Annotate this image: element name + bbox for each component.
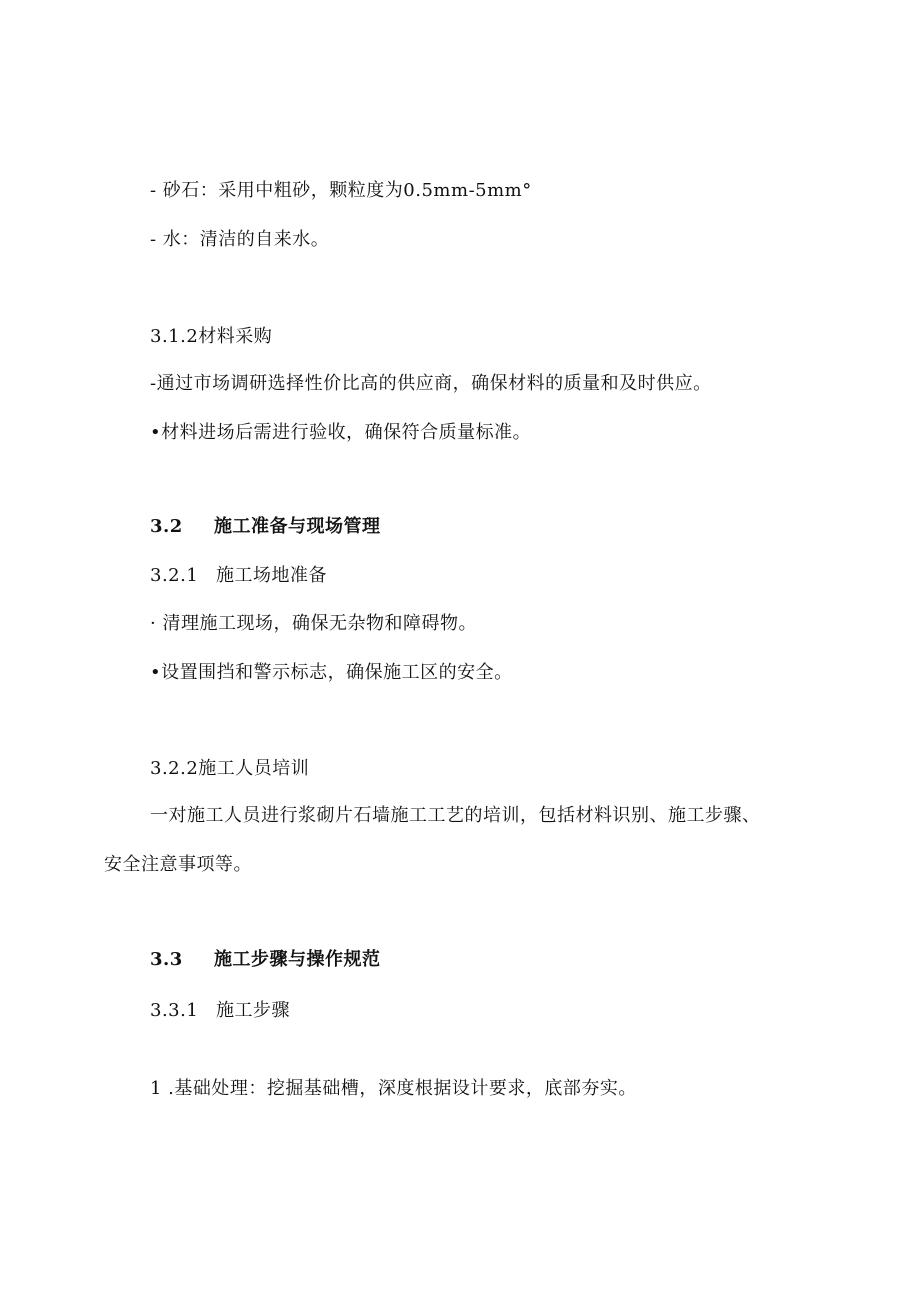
section-number: 3.3 bbox=[150, 949, 183, 970]
subheading-3-1-2: 3.1.2材料采购 bbox=[150, 326, 273, 347]
subheading-3-3-1 bbox=[150, 999, 290, 1023]
paragraph-training-line2: 安全注意事项等。 bbox=[104, 854, 252, 875]
bullet-fencing: •设置围挡和警示标志，确保施工区的安全。 bbox=[150, 662, 513, 683]
section-title: 施工步骤与操作规范 bbox=[214, 949, 381, 970]
bullet-water: - 水：清洁的自来水。 bbox=[150, 229, 330, 250]
section-heading-3-2 bbox=[150, 515, 381, 539]
subsection-number: 3.3.1 bbox=[150, 1000, 199, 1021]
step-foundation: 1 .基础处理：挖掘基础槽，深度根据设计要求，底部夯实。 bbox=[150, 1078, 637, 1099]
bullet-supplier: -通过市场调研选择性价比高的供应商，确保材料的质量和及时供应。 bbox=[150, 373, 712, 394]
section-title: 施工准备与现场管理 bbox=[214, 516, 381, 537]
subsection-title: 施工场地准备 bbox=[216, 565, 327, 586]
subsection-title: 施工步骤 bbox=[216, 1000, 290, 1021]
section-number: 3.2 bbox=[150, 516, 183, 537]
subheading-3-2-2: 3.2.2施工人员培训 bbox=[150, 758, 310, 779]
bullet-clean-site: · 清理施工现场，确保无杂物和障碍物。 bbox=[150, 613, 477, 634]
subheading-3-2-1 bbox=[150, 564, 327, 588]
section-heading-3-3 bbox=[150, 948, 381, 972]
paragraph-training-line1: 一对施工人员进行浆砌片石墙施工工艺的培训，包括材料识别、施工步骤、 bbox=[150, 805, 761, 826]
subsection-number: 3.2.1 bbox=[150, 565, 199, 586]
bullet-inspection: •材料进场后需进行验收，确保符合质量标准。 bbox=[150, 422, 532, 443]
bullet-sand-gravel: - 砂石：采用中粗砂，颗粒度为0.5mm-5mm° bbox=[150, 180, 532, 201]
